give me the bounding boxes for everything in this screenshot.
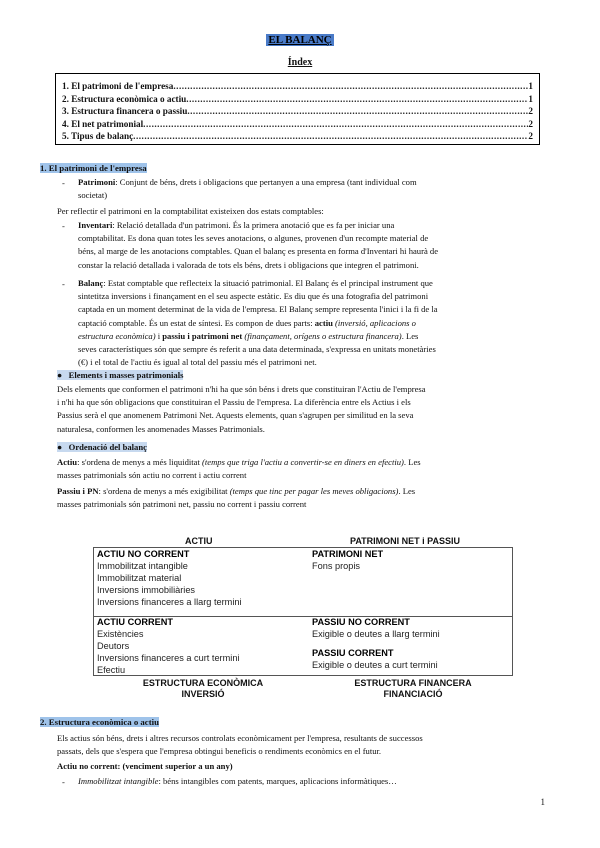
- toc-entry[interactable]: [62, 80, 533, 93]
- pc-item: Exigible o deutes a curt termini: [312, 660, 438, 670]
- table-of-contents: [55, 73, 540, 145]
- balanc-definition: Balanç: Estat comptable que reflecteix la situació patrimonial. El Balanç és el principal instrument que sintetitza inversions i finançament en el seu aspecte estàtic. Es diu que és una fotografia del patrimoni captada en un moment determinat de la vida de l'empresa. El Balanç sempre representa l'inici i la fi de la captació comptable. És un estat de síntesi. Es compon de dues parts: actiu (inversió, aplicacions o estructura econòmica) i passiu i patrimoni net (finançament, orígens o estructura financera). Les seves característiques són que sempre és referit a una data determinada, s'expressa en unitats monetàries (€) i el total de l'actiu és igual al total del passiu més el patrimoni net.: [78, 278, 438, 368]
- toc-entry[interactable]: [62, 130, 533, 143]
- ac-item: Efectiu: [97, 665, 126, 675]
- column-header-actiu: ACTIU: [185, 536, 213, 546]
- pn-item: Fons propis: [312, 561, 361, 571]
- balance-diagram: [93, 536, 513, 706]
- patrimoni-definition: Patrimoni: Conjunt de béns, drets i obligacions que pertanyen a una empresa (tant individual com societat): [78, 177, 417, 201]
- passiu-no-corrent-title: PASSIU NO CORRENT: [312, 617, 410, 627]
- ac-item: Deutors: [97, 641, 130, 651]
- section-2-paragraph: Els actius són béns, drets i altres recursos controlats econòmicament per l'empresa, resultants de successos passats, dels que s'espera que l'empresa obtingui beneficis o rendiments econòmics en el futur.: [57, 733, 423, 757]
- elements-paragraph: Dels elements que conformen el patrimoni n'hi ha que són béns i drets que constituiran l'Actiu de l'empresa i n'hi ha que són obligacions que constituiran el Passiu de l'empresa. La diferència entre els Actius i els Passius serà el que anomenem Patrimoni Net. Aquests elements, quan s'agrupen per similitud en la seva naturalesa, conformen les anomenades Masses Patrimonials.: [57, 384, 426, 434]
- index-title: Índex: [287, 57, 313, 68]
- toc-entry[interactable]: [62, 118, 533, 131]
- toc-entry-label: 3. Estructura financera o passiu: [62, 106, 188, 116]
- toc-leader-dots: [186, 93, 528, 106]
- toc-leader-dots: [173, 80, 528, 93]
- toc-leader-dots: [143, 118, 528, 131]
- actiu-no-corrent-title: ACTIU NO CORRENT: [97, 549, 190, 559]
- toc-entry[interactable]: [62, 105, 533, 118]
- toc-leader-dots: [133, 130, 528, 143]
- toc-entry-label: 2. Estructura econòmica o actiu: [62, 93, 187, 104]
- anc-item: Inversions financeres a llarg termini: [97, 597, 242, 607]
- toc-entry-page: 2: [528, 118, 533, 129]
- actiu-corrent-title: ACTIU CORRENT: [97, 617, 174, 627]
- passiu-ordering: Passiu i PN: s'ordena de menys a més exigibilitat (temps que tinc per pagar les meves obligacions). Les masses patrimonials són patrimoni net, passiu no corrent i passiu corrent: [57, 486, 416, 510]
- document-title: EL BALANÇ: [268, 34, 332, 46]
- actiu-no-corrent-subheading: Actiu no corrent: (venciment superior a un any): [57, 761, 233, 771]
- ac-item: Existències: [97, 629, 144, 639]
- section-1-heading: 1. El patrimoni de l'empresa: [40, 163, 147, 173]
- anc-item: Immobilitzat material: [97, 573, 182, 583]
- toc-entry-label: 4. El net patrimonial: [62, 118, 144, 129]
- toc-entry[interactable]: [62, 93, 533, 106]
- toc-entry-page: 2: [528, 131, 533, 141]
- toc-leader-dots: [187, 105, 528, 118]
- footer-estructura-economica: ESTRUCTURA ECONÒMICA INVERSIÓ: [142, 678, 264, 699]
- ac-item: Inversions financeres a curt termini: [97, 653, 240, 663]
- toc-entry-label: 1. El patrimoni de l'empresa: [62, 81, 174, 91]
- intro-text: Per reflectir el patrimoni en la comptabilitat existeixen dos estats comptables:: [57, 206, 324, 216]
- anc-item: Inversions immobiliàries: [97, 585, 196, 595]
- section-2-heading: 2. Estructura econòmica o actiu: [40, 717, 159, 727]
- patrimoni-net-title: PATRIMONI NET: [312, 549, 384, 559]
- toc-entry-label: 5. Tipus de balanç: [62, 131, 134, 141]
- pnc-item: Exigible o deutes a llarg termini: [312, 629, 440, 639]
- subheading-elements: ● Elements i masses patrimonials: [57, 370, 184, 380]
- actiu-ordering: Actiu: s'ordena de menys a més liquiditat (temps que triga l'actiu a convertir-se en diners en efectiu). Les masses patrimonials són actiu no corrent i actiu corrent: [57, 457, 421, 481]
- toc-entry-page: 1: [528, 93, 533, 104]
- toc-entry-page: 2: [528, 106, 533, 116]
- subheading-ordenacio: ● Ordenació del balanç: [57, 442, 147, 452]
- toc-entry-page: 1: [528, 81, 533, 91]
- immobilitzat-intangible-item: Immobilitzat intangible: béns intangibles com patents, marques, aplicacions informàtiques…: [78, 776, 397, 786]
- passiu-corrent-title: PASSIU CORRENT: [312, 648, 394, 658]
- document-page: EL BALANÇ Índex 1. El patrimoni de l'empresa ..... 1 2. Estructura econòmica o actiu ..... 1 3. Estructura financera o passiu ..... 2 4. El net patrimonial ..... 2 5. Tipus de balanç ..... 2 1. El patrimoni de l'empresa - Patrimoni: Conjunt de béns, drets i obligacions que pertanyen a una empresa (tant individual com societat) Per reflectir el patrimoni en la comptabilitat existeixen dos estats comptables: - Inventari: Relació detallada d'un patrimoni. És la primera anotació que es fa per iniciar una comptabilitat. Es dona quan totes les seves anotacions, o algunes, provenen d'un recompte material de béns, al marge de les anotacions comptables. Quan el balanç es presenta en forma d'Inventari hi haurà de constar la relació detallada i valorada de tots els béns, drets i obligacions que integren el patrimoni. - Balanç: Estat comptable que reflecteix la situació patrimonial. El Balanç és el principal instrument que sintetitza inversions i finançament en el seu aspecte estàtic. Es diu que és una fotografia del patrimoni captada en un moment determinat de la vida de l'empresa. El Balanç sempre representa l'inici i la fi de la captació comptable. És un estat de síntesi. Es compon de dues parts: actiu (inversió, aplicacions o estructura econòmica) i passiu i patrimoni net (finançament, orígens o estructura financera). Les seves característiques són que sempre és referit a una data determinada, s'expressa en unitats monetàries (€) i el total de l'actiu és igual al total del passiu més el patrimoni net. ● Elements i masses patrimonials Dels elements que conformen el patrimoni n'hi ha que són béns i drets que constituiran l'Actiu de l'empresa i n'hi ha que són obligacions que constituiran el Passiu de l'empresa. La diferència entre els Actius i els Passius serà el que anomenem Patrimoni Net. Aquests elements, quan s'agrupen per similitud en la seva naturalesa, conformen les anomenades Masses Patrimonials. ● Ordenació del balanç Actiu: s'ordena de menys a més liquiditat (temps que triga l'actiu a convertir-se en diners en efectiu). Les masses patrimonials són actiu no corrent i actiu corrent Passiu i PN: s'ordena de menys a més exigibilitat (temps que tinc per pagar les meves obligacions). Les masses patrimonials són patrimoni net, passiu no corrent i passiu corrent ACTIU PATRIMONI NET i PASSIU ACTIU NO CORRENT Immobilitzat intangible Immobilitzat material Inversions immobiliàries Inversions financeres a llarg termini PATRIMONI NET Fons propis ACTIU CORRENT Existències Deutors Inversions financeres a curt termini Efectiu PASSIU NO CORRENT Exigible o deutes a llarg termini PASSIU CORRENT Exigible o deutes a curt termini ESTRUCTURA ECONÒMICA INVERSIÓ ESTRUCTURA FINANCERA FINANCIACIÓ 2. Estructura econòmica o actiu Els actius són béns, drets i altres recursos controlats econòmicament per l'empresa, resultants de successos passats, dels que s'espera que l'empresa obtingui beneficis o rendiments econòmics en el futur. Actiu no corrent: (venciment superior a un any) - Immobilitzat intangible: béns intangibles com patents, marques, aplicacions informàtiques… 1: [0, 0, 600, 848]
- anc-item: Immobilitzat intangible: [97, 561, 188, 571]
- inventari-definition: Inventari: Relació detallada d'un patrimoni. És la primera anotació que es fa per iniciar una comptabilitat. Es dona quan totes les seves anotacions, o algunes, provenen d'un recompte material de béns, al marge de les anotacions comptables. Quan el balanç es presenta en forma d'Inventari hi haurà de constar la relació detallada i valorada de tots els béns, drets i obligacions que integren el patrimoni.: [78, 220, 439, 270]
- footer-estructura-financera: ESTRUCTURA FINANCERA FINANCIACIÓ: [354, 678, 472, 699]
- page-number: 1: [540, 797, 545, 807]
- column-header-passiu: PATRIMONI NET i PASSIU: [350, 536, 461, 546]
